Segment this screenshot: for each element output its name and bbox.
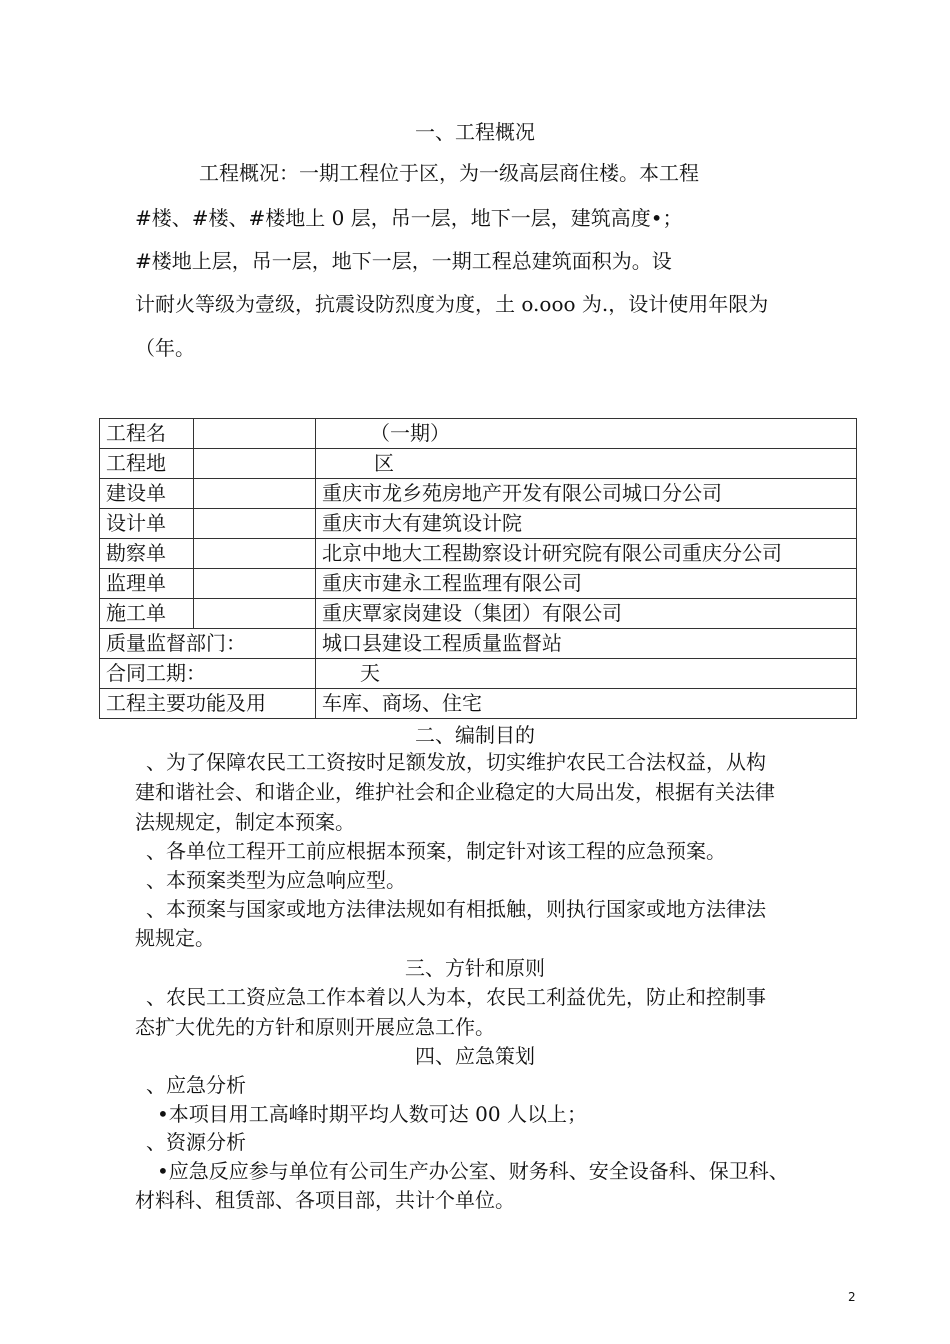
section-heading-principles: 三、方针和原则 [405, 956, 545, 980]
paragraph-line: （年。 [135, 336, 195, 360]
paragraph-line: #楼、#楼、#楼地上 0 层，吊一层，地下一层，建筑高度•； [135, 206, 683, 230]
section-heading-purpose: 二、编制目的 [415, 723, 535, 747]
table-cell-value: 重庆市龙乡苑房地产开发有限公司城口分公司 [316, 479, 857, 509]
table-cell-empty [194, 599, 316, 629]
table-row [100, 479, 857, 509]
section-heading-planning: 四、应急策划 [415, 1044, 535, 1068]
table-cell-label: 施工单 [100, 599, 194, 629]
table-cell-label: 质量监督部门： [100, 629, 316, 659]
table-cell-empty [194, 479, 316, 509]
page-number: 2 [848, 1290, 856, 1304]
table-cell-value: 重庆市建永工程监理有限公司 [316, 569, 857, 599]
paragraph-line: 、本预案与国家或地方法律法规如有相抵触，则执行国家或地方法律法 [146, 897, 766, 921]
table-cell-empty [194, 539, 316, 569]
section-heading-overview: 一、工程概况 [415, 120, 535, 144]
table-cell-value: 车库、商场、住宅 [316, 689, 857, 719]
paragraph-line: 、农民工工资应急工作本着以人为本，农民工利益优先，防止和控制事 [146, 985, 766, 1009]
paragraph-line: 、应急分析 [146, 1073, 246, 1097]
paragraph-line: 规规定。 [135, 926, 215, 950]
table-cell-empty [194, 509, 316, 539]
paragraph-line: •本项目用工高峰时期平均人数可达 00 人以上； [157, 1102, 587, 1126]
paragraph-line: 建和谐社会、和谐企业，维护社会和企业稳定的大局出发，根据有关法律 [135, 780, 775, 804]
table-cell-label: 设计单 [100, 509, 194, 539]
paragraph-line: 态扩大优先的方针和原则开展应急工作。 [135, 1015, 495, 1039]
table-cell-label: 工程主要功能及用 [100, 689, 316, 719]
paragraph-line: 、资源分析 [146, 1130, 246, 1154]
paragraph-line: 、为了保障农民工工资按时足额发放，切实维护农民工合法权益，从构 [146, 750, 766, 774]
table-cell-label: 监理单 [100, 569, 194, 599]
table-cell-value: 城口县建设工程质量监督站 [316, 629, 857, 659]
table-cell-value: 重庆市大有建筑设计院 [316, 509, 857, 539]
table-row [100, 449, 857, 479]
paragraph-line: •应急反应参与单位有公司生产办公室、财务科、安全设备科、保卫科、 [157, 1159, 789, 1183]
paragraph-line: #楼地上层，吊一层，地下一层，一期工程总建筑面积为。设 [135, 249, 672, 273]
table-cell-label: 工程名 [100, 419, 194, 449]
table-row [100, 629, 857, 659]
paragraph-line: 计耐火等级为壹级，抗震设防烈度为度，土 o.ooo 为.，设计使用年限为 [135, 292, 769, 316]
paragraph-line: 、本预案类型为应急响应型。 [146, 868, 406, 892]
table-cell-label: 勘察单 [100, 539, 194, 569]
table-cell-label: 建设单 [100, 479, 194, 509]
table-cell-label: 工程地 [100, 449, 194, 479]
table-cell-value: 北京中地大工程勘察设计研究院有限公司重庆分公司 [316, 539, 857, 569]
table-row [100, 419, 857, 449]
table-cell-value [316, 419, 857, 449]
paragraph-line: 、各单位工程开工前应根据本预案，制定针对该工程的应急预案。 [146, 839, 726, 863]
table-cell-value: 重庆覃家岗建设（集团）有限公司 [316, 599, 857, 629]
table-row [100, 689, 857, 719]
table-row [100, 539, 857, 569]
table-cell-empty [194, 449, 316, 479]
table-row [100, 659, 857, 689]
paragraph-line: 材料科、租赁部、各项目部，共计个单位。 [135, 1188, 515, 1212]
table-cell-value [316, 659, 857, 689]
paragraph-line: 工程概况：一期工程位于区，为一级高层商住楼。本工程 [199, 161, 699, 185]
table-row [100, 509, 857, 539]
paragraph-line: 法规规定，制定本预案。 [135, 810, 355, 834]
table-cell-value [316, 449, 857, 479]
table-value-text: 区 [374, 451, 394, 475]
table-value-text: 天 [360, 661, 380, 685]
table-cell-empty [194, 419, 316, 449]
project-info-table [99, 418, 857, 719]
table-value-text: （一期） [370, 421, 450, 445]
table-cell-empty [194, 569, 316, 599]
table-row [100, 599, 857, 629]
table-row [100, 569, 857, 599]
table-cell-label: 合同工期： [100, 659, 316, 689]
